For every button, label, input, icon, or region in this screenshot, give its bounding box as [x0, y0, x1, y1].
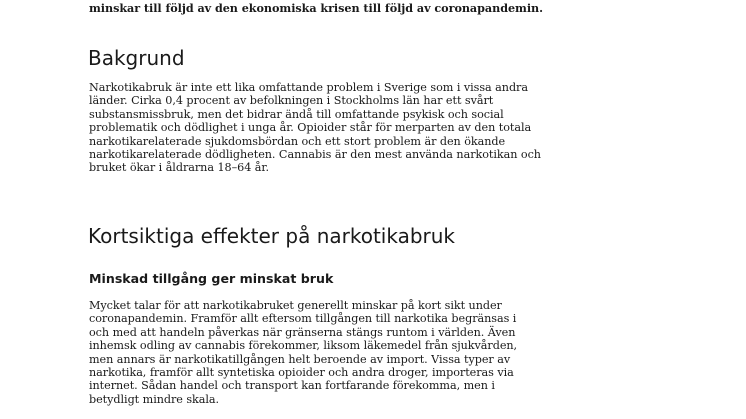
paragraph-line: Mycket talar för att narkotikabruket generellt minskar på kort sikt under — [89, 299, 502, 312]
paragraph-line: internet. Sådan handel och transport kan fortfarande förekomma, men i — [89, 379, 495, 393]
paragraph-line: coronapandemin. Framför allt eftersom tillgången till narkotika begränsas i — [89, 312, 517, 326]
paragraph-line: länder. Cirka 0,4 procent av befolkningen i Stockholms län har ett svårt — [89, 94, 494, 108]
paragraph-bakgrund — [89, 81, 569, 175]
paragraph-line: substansmissbruk, men det bidrar ändå till omfattande psykisk och social — [89, 107, 504, 121]
paragraph-line: narkotika, framför allt syntetiska opioider och andra droger, importeras via — [89, 366, 514, 380]
paragraph-kortsiktiga-effekter — [89, 299, 569, 406]
paragraph-line: narkotikarelaterade sjukdomsbördan och ett stort problem är den ökande — [89, 134, 506, 148]
paragraph-line: betydligt mindre skala. — [89, 392, 220, 406]
paragraph-line: inhemsk odling av cannabis förekommer, liksom läkemedel från sjukvården, — [89, 339, 518, 353]
paragraph-line: men annars är narkotikatillgången helt beroende av import. Vissa typer av — [89, 352, 511, 366]
paragraph-line: bruket ökar i åldrarna 18–64 år. — [89, 161, 269, 175]
subheading-minskad-tillgang: Minskad tillgång ger minskat bruk — [89, 271, 334, 286]
heading-bakgrund: Bakgrund — [88, 46, 185, 70]
paragraph-line: narkotikarelaterade dödligheten. Cannabis är den mest använda narkotikan och — [89, 148, 541, 162]
continued-paragraph-fragment: minskar till följd av den ekonomiska krisen till följd av coronapandemin. — [89, 1, 543, 15]
paragraph-line: och med att handeln påverkas när gränserna stängs runtom i världen. Även — [89, 325, 516, 339]
paragraph-line: Narkotikabruk är inte ett lika omfattande problem i Sverige som i vissa andra — [89, 81, 528, 94]
paragraph-line: problematik och dödlighet i unga år. Opioider står för merparten av den totala — [89, 121, 532, 135]
heading-kortsiktiga-effekter: Kortsiktiga effekter på narkotikabruk — [88, 224, 456, 248]
